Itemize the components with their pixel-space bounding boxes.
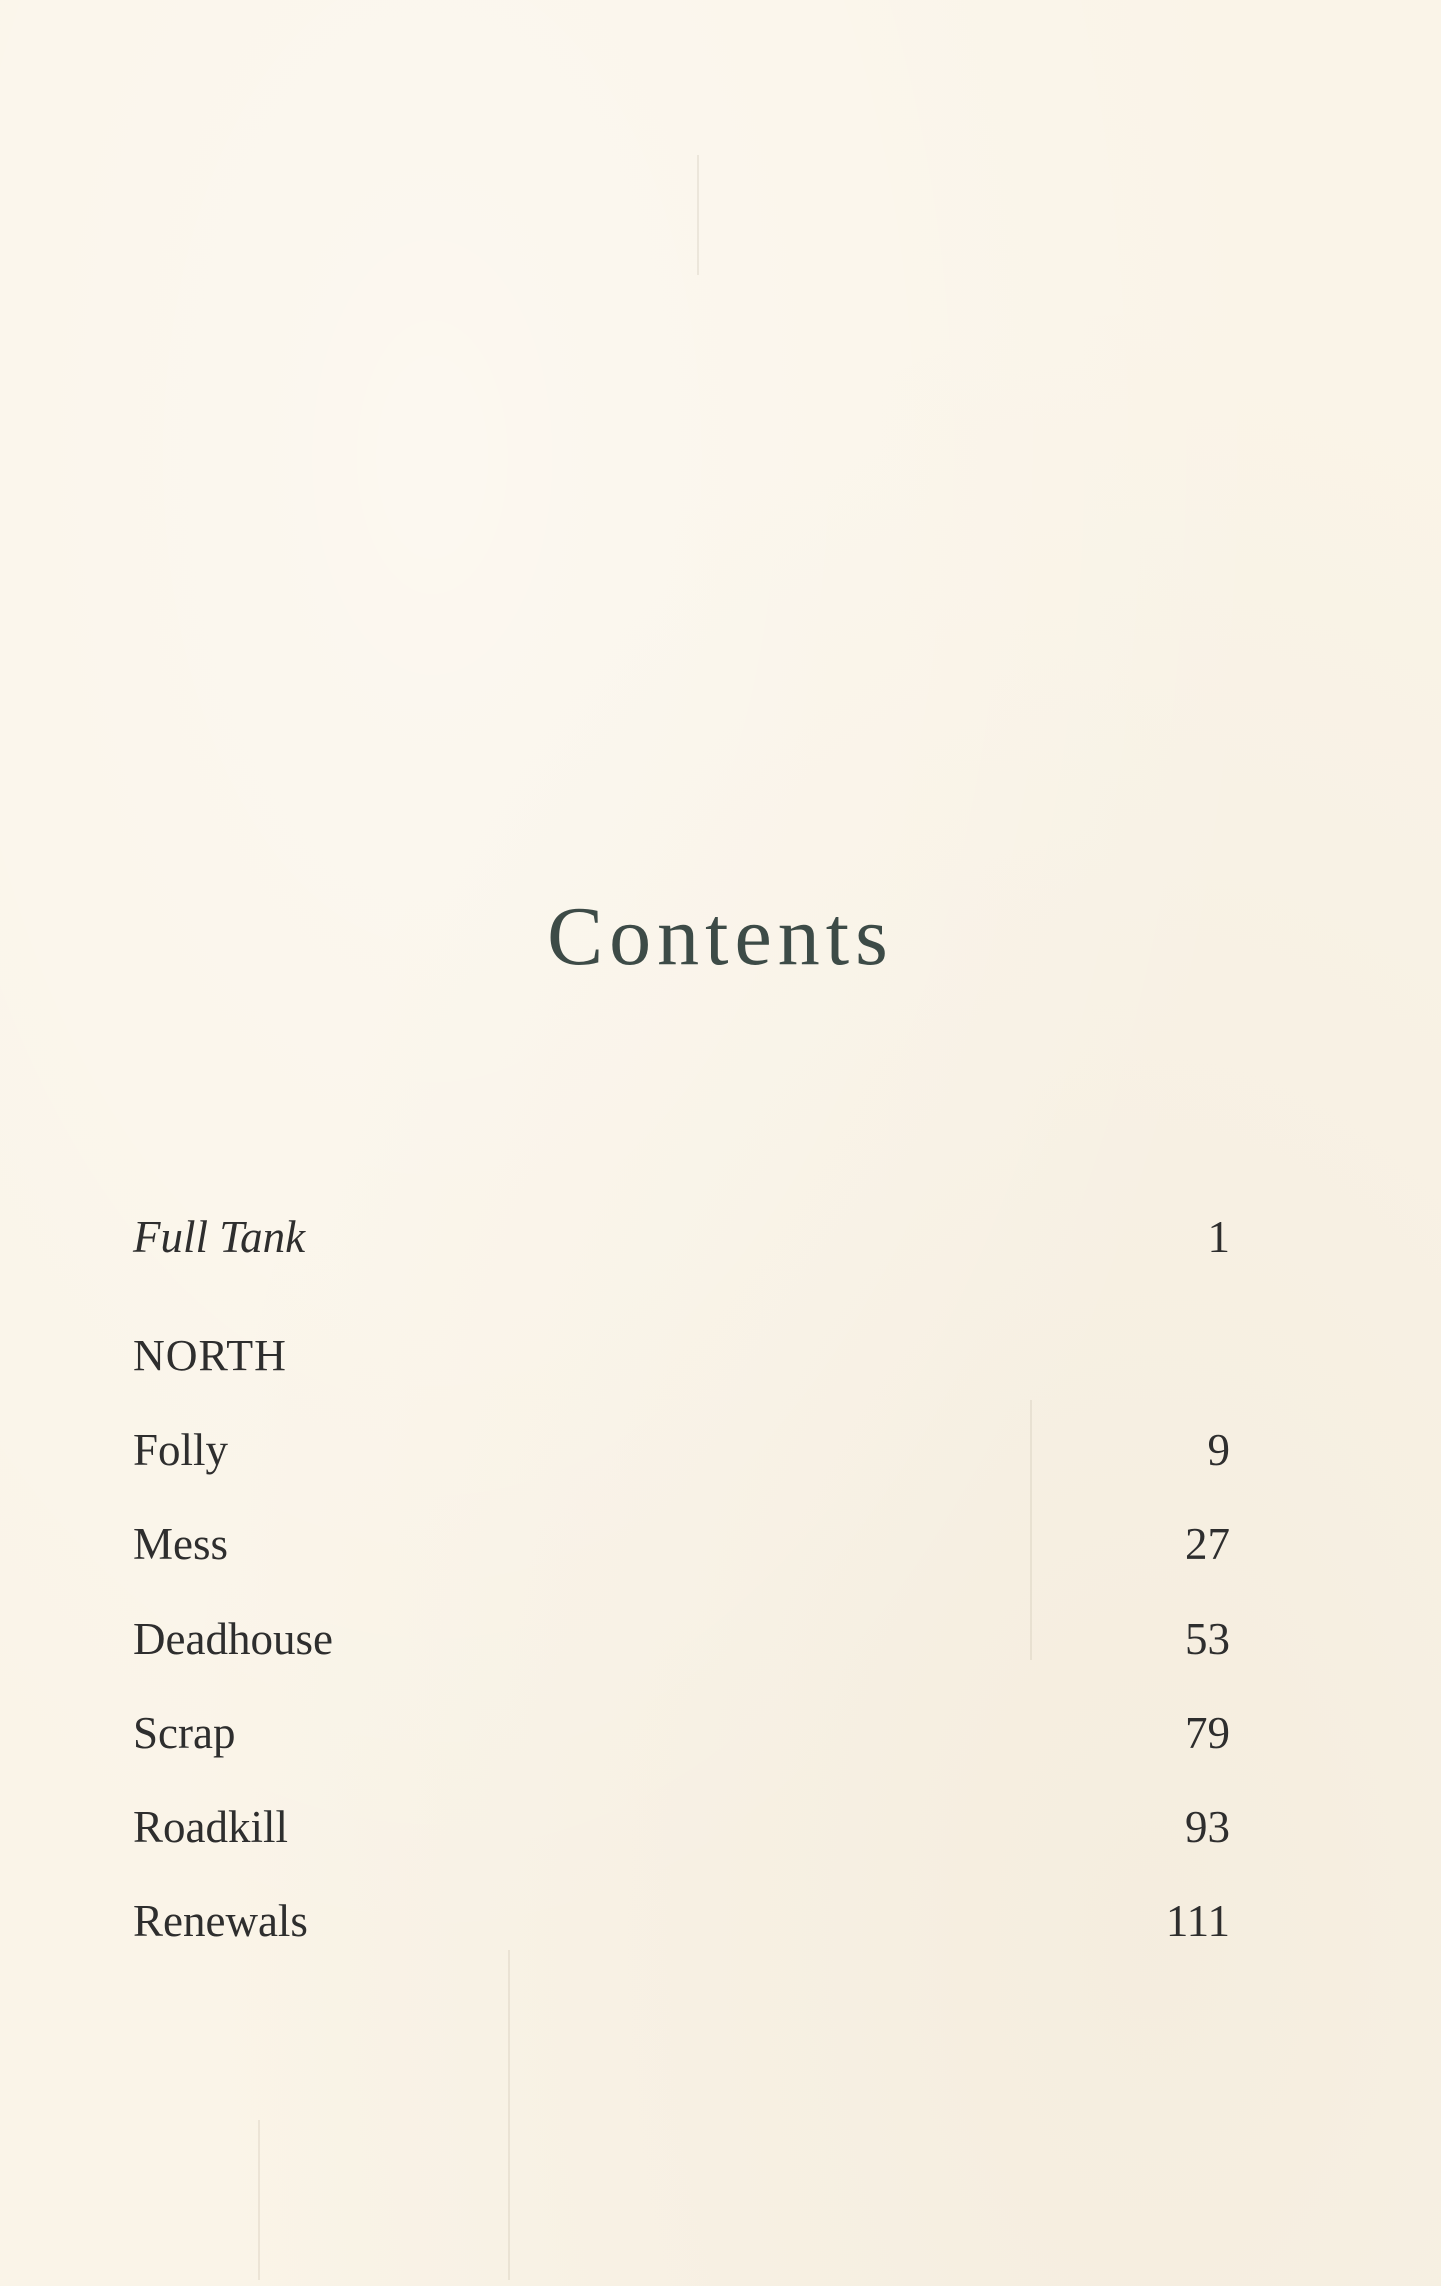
toc-entry-title: Roadkill <box>133 1802 288 1852</box>
toc-entry-page: 53 <box>1185 1614 1230 1664</box>
toc-entry[interactable] <box>133 1609 1230 1669</box>
paper-mark <box>697 155 699 275</box>
toc-entry-page: 1 <box>1207 1212 1230 1262</box>
toc-entry-title: Renewals <box>133 1896 308 1946</box>
toc-entry-title: Deadhouse <box>133 1614 333 1664</box>
toc-entry-page: 111 <box>1165 1896 1230 1946</box>
toc-entry-title: Full Tank <box>133 1212 306 1262</box>
toc-entry-page: 79 <box>1185 1708 1230 1758</box>
toc-entry-title: Scrap <box>133 1708 236 1758</box>
paper-mark <box>258 2120 260 2280</box>
section-heading: NORTH <box>133 1331 287 1380</box>
paper-mark <box>508 1950 510 2280</box>
page-title: Contents <box>547 890 894 983</box>
toc-entry-page: 9 <box>1207 1425 1230 1475</box>
toc-entry-page: 27 <box>1185 1519 1230 1569</box>
toc-entry-page: 93 <box>1185 1802 1230 1852</box>
toc-entry[interactable] <box>133 1891 1230 1951</box>
toc-entry[interactable] <box>133 1703 1230 1763</box>
toc-entry[interactable] <box>133 1514 1230 1574</box>
toc-entry[interactable] <box>133 1420 1230 1480</box>
toc-entry-title: Folly <box>133 1425 229 1475</box>
toc-entry-prologue[interactable] <box>133 1207 1230 1267</box>
toc-entry[interactable] <box>133 1797 1230 1857</box>
toc-entry-title: Mess <box>133 1519 229 1569</box>
